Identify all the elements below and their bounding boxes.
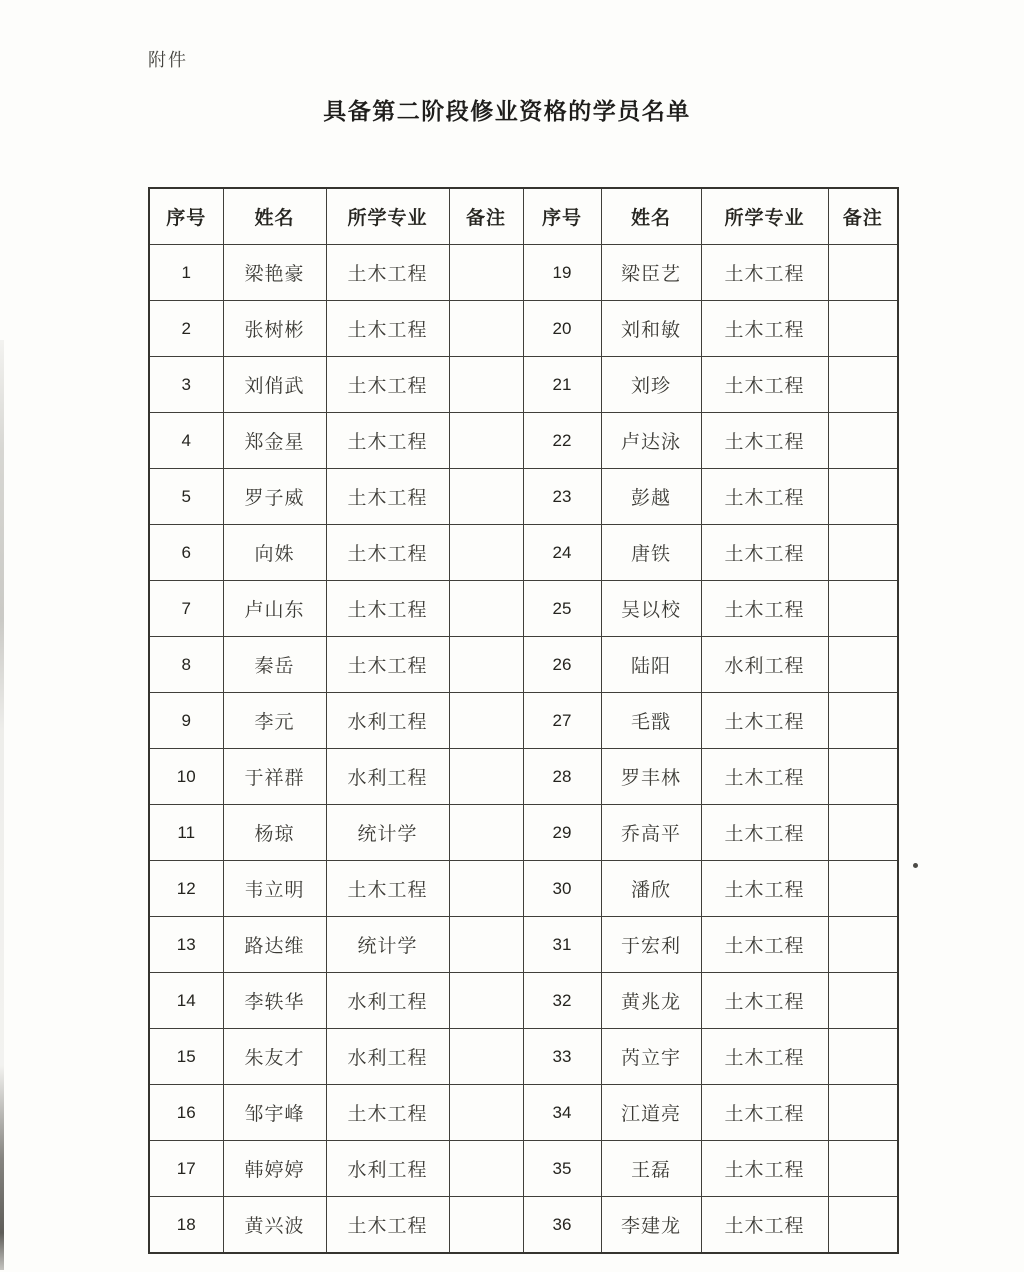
cell-index: 31 (523, 917, 601, 973)
cell-major: 土木工程 (326, 861, 449, 917)
cell-major: 土木工程 (701, 413, 828, 469)
cell-major: 土木工程 (701, 1029, 828, 1085)
cell-major: 统计学 (326, 805, 449, 861)
cell-index: 4 (149, 413, 223, 469)
cell-major: 土木工程 (701, 1085, 828, 1141)
cell-major: 土木工程 (326, 581, 449, 637)
cell-name: 郑金星 (223, 413, 326, 469)
cell-major: 水利工程 (701, 637, 828, 693)
cell-major: 水利工程 (326, 693, 449, 749)
cell-index: 13 (149, 917, 223, 973)
cell-remark (449, 413, 523, 469)
cell-index: 1 (149, 245, 223, 301)
cell-index: 35 (523, 1141, 601, 1197)
cell-major: 土木工程 (326, 525, 449, 581)
cell-remark (828, 469, 898, 525)
cell-name: 刘和敏 (601, 301, 701, 357)
cell-major: 土木工程 (326, 413, 449, 469)
cell-name: 李轶华 (223, 973, 326, 1029)
cell-major: 土木工程 (701, 525, 828, 581)
header-major: 所学专业 (326, 188, 449, 245)
cell-index: 8 (149, 637, 223, 693)
cell-remark (449, 245, 523, 301)
cell-name: 黄兴波 (223, 1197, 326, 1254)
header-name: 姓名 (601, 188, 701, 245)
attachment-label: 附件 (148, 50, 188, 71)
cell-index: 23 (523, 469, 601, 525)
table-row (149, 245, 898, 301)
table-row (149, 525, 898, 581)
cell-name: 罗子威 (223, 469, 326, 525)
cell-index: 11 (149, 805, 223, 861)
cell-index: 16 (149, 1085, 223, 1141)
cell-remark (828, 861, 898, 917)
cell-index: 10 (149, 749, 223, 805)
cell-major: 土木工程 (701, 973, 828, 1029)
cell-remark (828, 357, 898, 413)
cell-name: 卢山东 (223, 581, 326, 637)
header-index: 序号 (523, 188, 601, 245)
cell-remark (449, 357, 523, 413)
cell-index: 2 (149, 301, 223, 357)
cell-index: 12 (149, 861, 223, 917)
header-remark: 备注 (449, 188, 523, 245)
cell-index: 14 (149, 973, 223, 1029)
cell-name: 刘珍 (601, 357, 701, 413)
table-row (149, 413, 898, 469)
cell-major: 土木工程 (701, 1197, 828, 1254)
table-row (149, 861, 898, 917)
cell-remark (828, 805, 898, 861)
cell-name: 于宏利 (601, 917, 701, 973)
table-row (149, 973, 898, 1029)
student-roster-table (148, 187, 899, 1254)
cell-index: 30 (523, 861, 601, 917)
cell-index: 34 (523, 1085, 601, 1141)
cell-remark (828, 749, 898, 805)
cell-major: 土木工程 (701, 357, 828, 413)
cell-remark (449, 749, 523, 805)
cell-major: 水利工程 (326, 1141, 449, 1197)
cell-remark (449, 973, 523, 1029)
table-row (149, 581, 898, 637)
table-header-row (149, 188, 898, 245)
cell-major: 水利工程 (326, 749, 449, 805)
table-row (149, 1141, 898, 1197)
cell-major: 土木工程 (326, 357, 449, 413)
cell-name: 毛戬 (601, 693, 701, 749)
cell-name: 张树彬 (223, 301, 326, 357)
cell-name: 王磊 (601, 1141, 701, 1197)
cell-index: 21 (523, 357, 601, 413)
table-row (149, 301, 898, 357)
cell-remark (828, 1085, 898, 1141)
table-row (149, 637, 898, 693)
cell-major: 土木工程 (701, 245, 828, 301)
cell-name: 卢达泳 (601, 413, 701, 469)
cell-remark (828, 973, 898, 1029)
cell-index: 32 (523, 973, 601, 1029)
cell-major: 土木工程 (701, 581, 828, 637)
cell-remark (449, 861, 523, 917)
cell-remark (828, 1197, 898, 1254)
cell-name: 朱友才 (223, 1029, 326, 1085)
cell-name: 刘俏武 (223, 357, 326, 413)
cell-name: 邹宇峰 (223, 1085, 326, 1141)
cell-index: 17 (149, 1141, 223, 1197)
header-index: 序号 (149, 188, 223, 245)
cell-remark (828, 917, 898, 973)
cell-index: 27 (523, 693, 601, 749)
cell-name: 罗丰林 (601, 749, 701, 805)
cell-name: 梁艳豪 (223, 245, 326, 301)
cell-name: 李元 (223, 693, 326, 749)
cell-name: 杨琼 (223, 805, 326, 861)
cell-name: 李建龙 (601, 1197, 701, 1254)
cell-major: 土木工程 (701, 749, 828, 805)
cell-major: 土木工程 (326, 301, 449, 357)
cell-name: 韩婷婷 (223, 1141, 326, 1197)
table-row (149, 917, 898, 973)
cell-remark (449, 581, 523, 637)
cell-index: 28 (523, 749, 601, 805)
header-name: 姓名 (223, 188, 326, 245)
cell-name: 秦岳 (223, 637, 326, 693)
cell-index: 15 (149, 1029, 223, 1085)
cell-remark (449, 693, 523, 749)
header-major: 所学专业 (701, 188, 828, 245)
cell-remark (449, 525, 523, 581)
cell-remark (828, 581, 898, 637)
cell-remark (828, 693, 898, 749)
cell-index: 3 (149, 357, 223, 413)
page-title: 具备第二阶段修业资格的学员名单 (323, 98, 691, 125)
header-remark: 备注 (828, 188, 898, 245)
table-row (149, 749, 898, 805)
cell-major: 土木工程 (701, 861, 828, 917)
cell-remark (828, 525, 898, 581)
cell-major: 统计学 (326, 917, 449, 973)
cell-remark (449, 805, 523, 861)
cell-name: 陆阳 (601, 637, 701, 693)
cell-remark (449, 917, 523, 973)
table-row (149, 469, 898, 525)
cell-major: 水利工程 (326, 973, 449, 1029)
scan-artifact-speck (913, 863, 918, 868)
cell-remark (449, 301, 523, 357)
cell-name: 黄兆龙 (601, 973, 701, 1029)
cell-name: 梁臣艺 (601, 245, 701, 301)
cell-name: 芮立宇 (601, 1029, 701, 1085)
cell-name: 江道亮 (601, 1085, 701, 1141)
cell-remark (449, 637, 523, 693)
cell-remark (449, 1197, 523, 1254)
table-row (149, 357, 898, 413)
table-row (149, 1029, 898, 1085)
cell-index: 7 (149, 581, 223, 637)
scan-artifact-left-band (0, 340, 4, 1270)
cell-index: 22 (523, 413, 601, 469)
cell-index: 19 (523, 245, 601, 301)
cell-major: 土木工程 (326, 1085, 449, 1141)
cell-major: 土木工程 (326, 245, 449, 301)
cell-index: 20 (523, 301, 601, 357)
cell-remark (828, 637, 898, 693)
table-row (149, 1197, 898, 1254)
cell-index: 6 (149, 525, 223, 581)
cell-major: 土木工程 (326, 1197, 449, 1254)
cell-name: 乔高平 (601, 805, 701, 861)
cell-index: 18 (149, 1197, 223, 1254)
cell-name: 潘欣 (601, 861, 701, 917)
cell-major: 土木工程 (701, 693, 828, 749)
cell-major: 土木工程 (326, 637, 449, 693)
cell-index: 26 (523, 637, 601, 693)
cell-remark (828, 1029, 898, 1085)
cell-name: 唐铁 (601, 525, 701, 581)
cell-index: 24 (523, 525, 601, 581)
cell-remark (828, 301, 898, 357)
cell-name: 吴以校 (601, 581, 701, 637)
cell-index: 5 (149, 469, 223, 525)
cell-remark (449, 469, 523, 525)
cell-index: 36 (523, 1197, 601, 1254)
table-row (149, 805, 898, 861)
cell-index: 9 (149, 693, 223, 749)
cell-name: 于祥群 (223, 749, 326, 805)
cell-major: 水利工程 (326, 1029, 449, 1085)
cell-name: 彭越 (601, 469, 701, 525)
cell-remark (449, 1029, 523, 1085)
cell-major: 土木工程 (701, 805, 828, 861)
cell-major: 土木工程 (326, 469, 449, 525)
cell-name: 韦立明 (223, 861, 326, 917)
table-row (149, 693, 898, 749)
cell-name: 路达维 (223, 917, 326, 973)
cell-remark (828, 245, 898, 301)
table-row (149, 1085, 898, 1141)
cell-major: 土木工程 (701, 1141, 828, 1197)
cell-remark (828, 1141, 898, 1197)
cell-index: 33 (523, 1029, 601, 1085)
cell-remark (449, 1141, 523, 1197)
cell-index: 25 (523, 581, 601, 637)
cell-major: 土木工程 (701, 469, 828, 525)
cell-major: 土木工程 (701, 917, 828, 973)
cell-major: 土木工程 (701, 301, 828, 357)
cell-remark (449, 1085, 523, 1141)
cell-name: 向姝 (223, 525, 326, 581)
cell-remark (828, 413, 898, 469)
cell-index: 29 (523, 805, 601, 861)
